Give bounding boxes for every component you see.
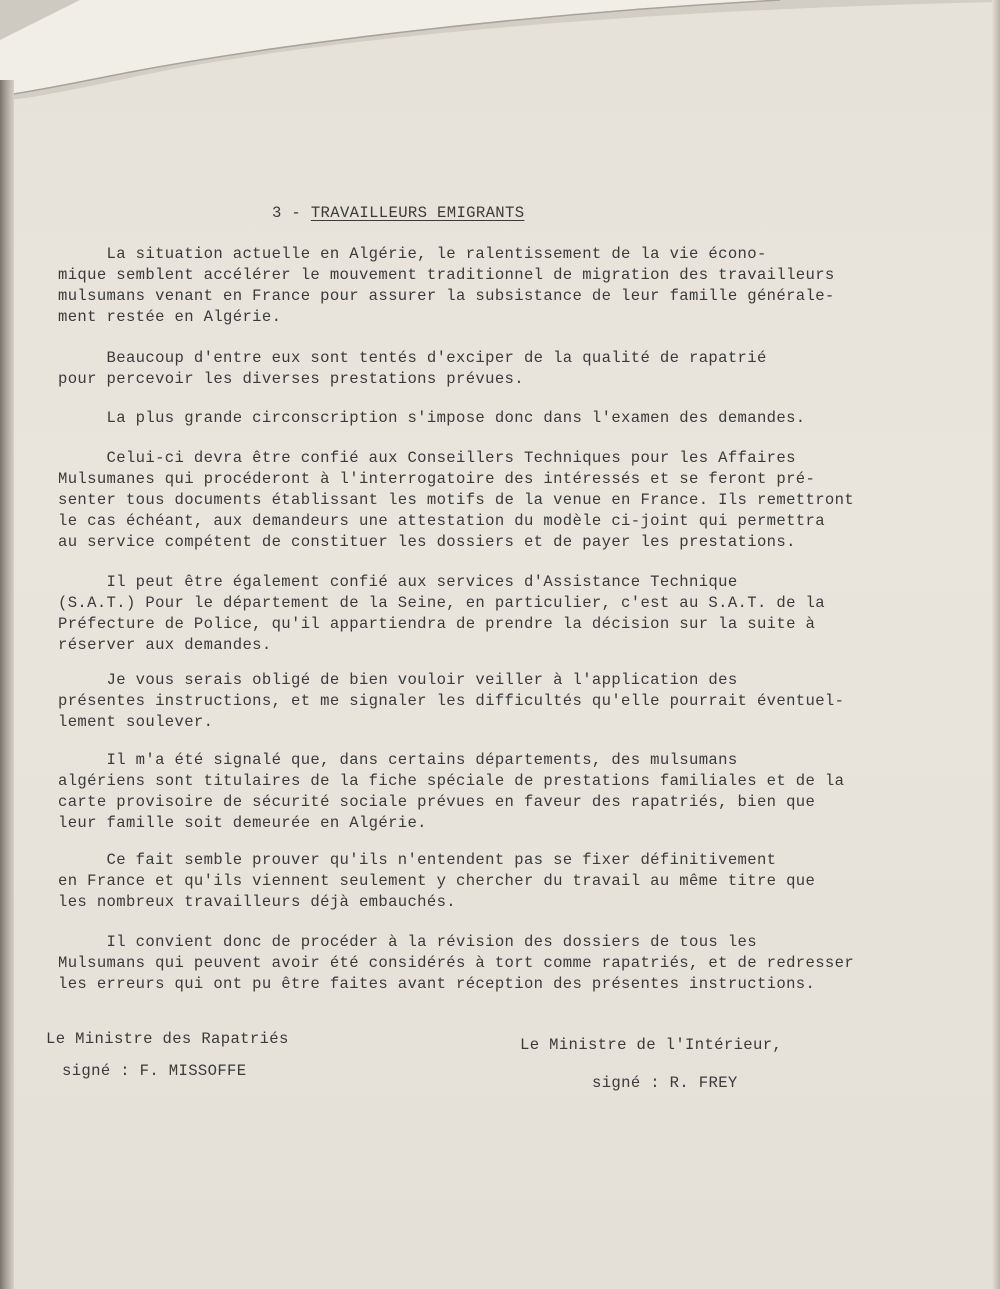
section-number: 3 - [272,204,302,222]
page-left-edge [0,80,14,1289]
text-line: Ce fait semble prouver qu'ils n'entendent pas se fixer définitivement [58,851,777,869]
text-line: réserver aux demandes. [58,636,272,654]
text-line: les erreurs qui ont pu être faites avant réception des présentes instructions. [58,975,816,993]
section-heading [272,204,524,222]
paragraph-qualite-rapatrie [58,348,994,390]
paragraph-assistance-technique [58,572,994,656]
text-line: Je vous serais obligé de bien vouloir veiller à l'application des [58,671,738,689]
text-line: Beaucoup d'entre eux sont tentés d'exciper de la qualité de rapatrié [58,349,767,367]
text-line: Il peut être également confié aux services d'Assistance Technique [58,573,738,591]
text-line: en France et qu'ils viennent seulement y chercher du travail au même titre que [58,872,816,890]
text-line: carte provisoire de sécurité sociale prévues en faveur des rapatriés, bien que [58,793,816,811]
text-line: (S.A.T.) Pour le département de la Seine, en particulier, c'est au S.A.T. de la [58,594,825,612]
paragraph-revision-dossiers [58,932,994,995]
text-line: les nombreux travailleurs déjà embauchés. [58,893,457,911]
text-line: Préfecture de Police, qu'il appartiendra de prendre la décision sur la suite à [58,615,816,633]
text-line: le cas échéant, aux demandeurs une attestation du modèle ci-joint qui permettra [58,512,825,530]
text-line: mique semblent accélérer le mouvement traditionnel de migration des travailleurs [58,266,835,284]
text-line: Il m'a été signalé que, dans certains départements, des mulsumans [58,751,738,769]
paragraph-circonscription [58,408,994,429]
text-line: senter tous documents établissant les motifs de la venue en France. Ils remettront [58,491,855,509]
section-title: TRAVAILLEURS EMIGRANTS [310,204,525,222]
text-line: La plus grande circonscription s'impose donc dans l'examen des demandes. [58,409,806,427]
text-line: La situation actuelle en Algérie, le ralentissement de la vie écono- [58,245,767,263]
paragraph-fiche-speciale [58,750,994,834]
text-line: présentes instructions, et me signaler les difficultés qu'elle pourrait éventuel- [58,692,845,710]
text-line: mulsumans venant en France pour assurer la subsistance de leur famille générale- [58,287,835,305]
text-line: lement soulever. [58,713,214,731]
paragraph-application-instructions [58,670,994,733]
text-line: au service compétent de constituer les dossiers et de payer les prestations. [58,533,796,551]
text-line: leur famille soit demeurée en Algérie. [58,814,427,832]
signature-left-office: Le Ministre des Rapatriés [46,1030,289,1048]
paragraph-fixer-definitivement [58,850,994,913]
text-line: Celui-ci devra être confié aux Conseillers Techniques pour les Affaires [58,449,796,467]
paragraph-situation [58,244,994,328]
text-line: algériens sont titulaires de la fiche spéciale de prestations familiales et de la [58,772,845,790]
text-line: Il convient donc de procéder à la révision des dossiers de tous les [58,933,757,951]
text-line: ment restée en Algérie. [58,308,282,326]
signature-right-signed: signé : R. FREY [592,1074,738,1092]
paragraph-conseillers-techniques [58,448,994,553]
text-line: Mulsumanes qui procéderont à l'interrogatoire des intéressés et se feront pré- [58,470,816,488]
text-line: pour percevoir les diverses prestations prévues. [58,370,524,388]
signature-right-office: Le Ministre de l'Intérieur, [520,1036,783,1054]
text-line: Mulsumans qui peuvent avoir été considérés à tort comme rapatriés, et de redresser [58,954,855,972]
curled-page-corner [0,0,1000,100]
signature-left-signed: signé : F. MISSOFFE [62,1062,247,1080]
